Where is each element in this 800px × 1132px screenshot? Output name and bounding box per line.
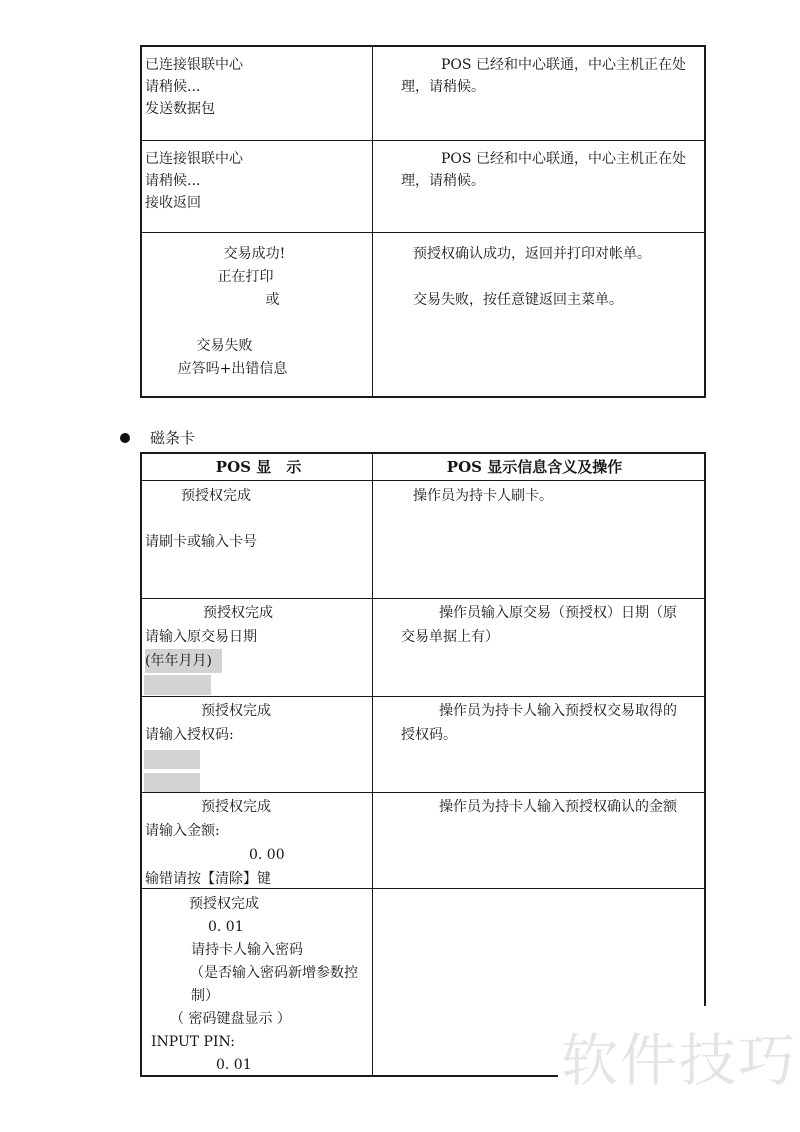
pos-display-line: （ 密码键盘显示 ）	[170, 1011, 291, 1027]
table-row	[142, 792, 704, 888]
pos-display-line: 或	[265, 292, 280, 308]
meaning-cell	[373, 141, 704, 232]
meaning-line: POS 已经和中心联通，中心主机正在处	[441, 151, 686, 167]
meaning-cell	[373, 47, 704, 140]
pos-display-cell	[142, 599, 373, 696]
pos-display-cell	[142, 481, 373, 598]
pos-display-line: 应答吗+出错信息	[177, 361, 288, 377]
pos-display-line: 请输入授权码:	[145, 727, 234, 743]
meaning-line: POS 已经和中心联通，中心主机正在处	[441, 57, 686, 73]
column-header-meaning: POS 显示信息含义及操作	[446, 458, 623, 476]
meaning-line: 操作员为持卡人输入预授权确认的金额	[439, 799, 677, 815]
pos-display-line: 预授权完成	[203, 605, 273, 621]
highlighted-text: (年年月月)	[145, 649, 222, 673]
pos-display-line: 已连接银联中心	[145, 151, 243, 167]
meaning-line: 交易单据上有）	[401, 629, 499, 645]
meaning-line: 操作员输入原交易（预授权）日期（原	[439, 605, 677, 621]
pos-display-line: 接收返回	[145, 195, 201, 211]
input-placeholder-box	[144, 675, 211, 695]
meaning-line: 理，请稍候。	[401, 173, 485, 189]
pos-display-line: 正在打印	[217, 269, 274, 285]
pos-display-cell	[142, 793, 373, 888]
meaning-line: 操作员为持卡人刷卡。	[413, 488, 553, 504]
pos-display-table	[140, 452, 706, 1077]
pos-display-line: 0. 01	[208, 919, 244, 935]
meaning-cell	[373, 599, 704, 696]
pos-display-line: 0. 00	[249, 847, 285, 863]
table-row	[142, 232, 704, 396]
pos-display-line: 交易失败	[196, 338, 253, 354]
pos-display-cell	[142, 141, 373, 232]
pos-display-line: 请稍候...	[145, 79, 201, 95]
input-placeholder-box	[144, 773, 200, 792]
bullet-icon	[120, 433, 130, 443]
meaning-cell	[373, 481, 704, 598]
meaning-line: 预授权确认成功，返回并打印对帐单。	[413, 246, 651, 262]
pos-display-line: 已连接银联中心	[145, 57, 243, 73]
meaning-cell	[373, 793, 704, 888]
pos-display-line: 请稍候...	[145, 173, 201, 189]
table-row	[142, 480, 704, 598]
table-row	[142, 140, 704, 232]
pos-display-line: 预授权完成	[181, 488, 251, 504]
pos-display-line: 预授权完成	[201, 799, 271, 815]
meaning-line: 授权码。	[401, 727, 457, 743]
pos-display-cell	[142, 697, 373, 792]
pos-display-line: 发送数据包	[145, 101, 215, 117]
pos-display-cell	[142, 47, 373, 140]
pos-display-line: 0. 01	[216, 1057, 252, 1073]
connection-status-table	[140, 45, 706, 398]
table-row	[142, 598, 704, 696]
pos-display-line: 输错请按【清除】键	[145, 871, 271, 887]
meaning-line: 交易失败，按任意键返回主菜单。	[413, 292, 623, 308]
meaning-line: 操作员为持卡人输入预授权交易取得的	[439, 703, 677, 719]
pos-display-line: 预授权完成	[201, 703, 271, 719]
pos-display-line: 请输入原交易日期	[145, 629, 257, 645]
meaning-line: 理，请稍候。	[401, 79, 485, 95]
pos-display-line: 请刷卡或输入卡号	[145, 534, 257, 550]
pos-display-cell	[142, 233, 373, 396]
section-label: 磁条卡	[150, 429, 196, 447]
table-row	[142, 47, 704, 140]
pos-display-line: 交易成功!	[223, 246, 286, 262]
watermark-text: 软件技巧	[561, 1028, 797, 1094]
meaning-cell	[373, 233, 704, 396]
meaning-cell	[373, 697, 704, 792]
column-header-display: POS 显 示	[142, 454, 373, 480]
pos-display-line: 制）	[191, 988, 219, 1004]
input-placeholder-box	[144, 750, 200, 769]
pos-display-cell	[142, 889, 373, 1075]
pos-display-line: 预授权完成	[189, 896, 259, 912]
table-header-row	[142, 454, 704, 480]
pos-display-line: 请持卡人输入密码	[191, 942, 303, 958]
pos-display-line: INPUT PIN:	[151, 1034, 235, 1050]
pos-display-line: 请输入金额:	[145, 823, 220, 839]
table-row	[142, 696, 704, 792]
pos-display-line: （是否输入密码新增参数控	[190, 965, 358, 981]
